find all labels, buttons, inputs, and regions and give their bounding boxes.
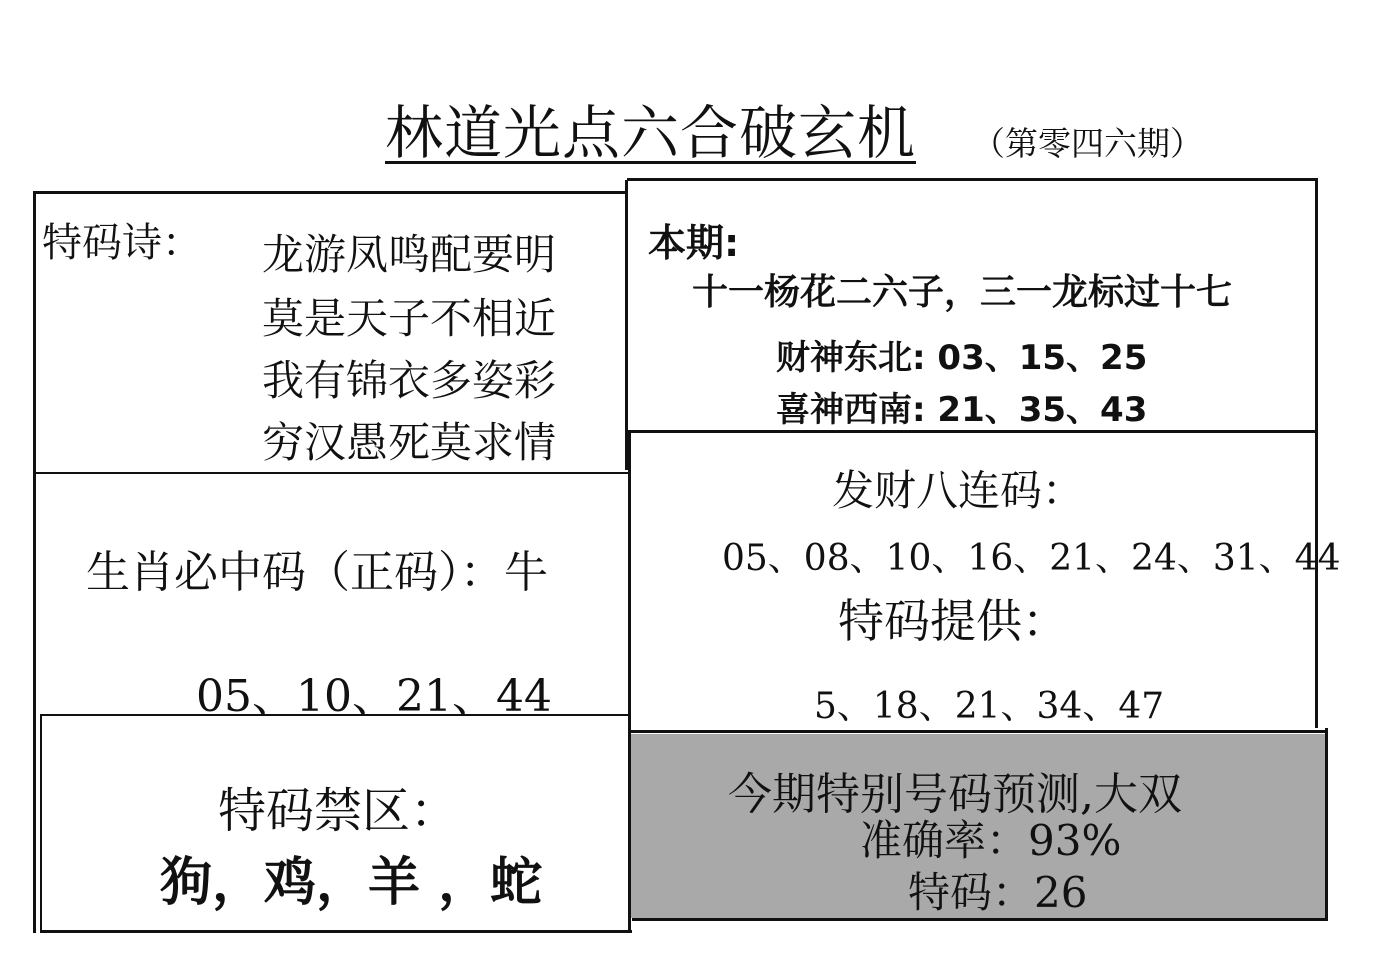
forbidden-label: 特码禁区： [218,783,459,839]
period-label: 本期: [648,221,740,265]
poem-line: 龙游凤鸣配要明 [262,230,557,279]
poem-line: 莫是天子不相近 [262,294,557,343]
special-offer-label: 特码提供： [838,594,1068,648]
period-clue: 十一杨花二六子，三一龙标过十七 [692,272,1233,313]
special-code: 特码：26 [908,868,1088,917]
issue-number: （第零四六期） [972,124,1203,163]
zodiac-label: 生肖必中码（正码）：牛 [86,547,548,598]
wealth-god-numbers: 财神东北: 03、15、25 [776,338,1148,378]
poem-line: 我有锦衣多姿彩 [262,356,557,405]
poem-label: 特码诗： [42,220,202,266]
eight-codes-numbers: 05、08、10、16、21、24、31、44 [722,538,1341,579]
accuracy-rate: 准确率：93% [860,816,1122,865]
zodiac-numbers: 05、10、21、44 [196,671,552,722]
special-offer-numbers: 5、18、21、34、47 [814,686,1165,727]
poem-line: 穷汉愚死莫求情 [262,418,557,467]
page-title: 林道光点六合破玄机 [385,99,917,167]
forbidden-animals: 狗，鸡，羊 ，蛇 [160,852,543,913]
joy-god-numbers: 喜神西南: 21、35、43 [776,390,1148,430]
eight-codes-label: 发财八连码： [832,466,1085,515]
prediction-line: 今期特别号码预测,大双 [728,769,1182,820]
